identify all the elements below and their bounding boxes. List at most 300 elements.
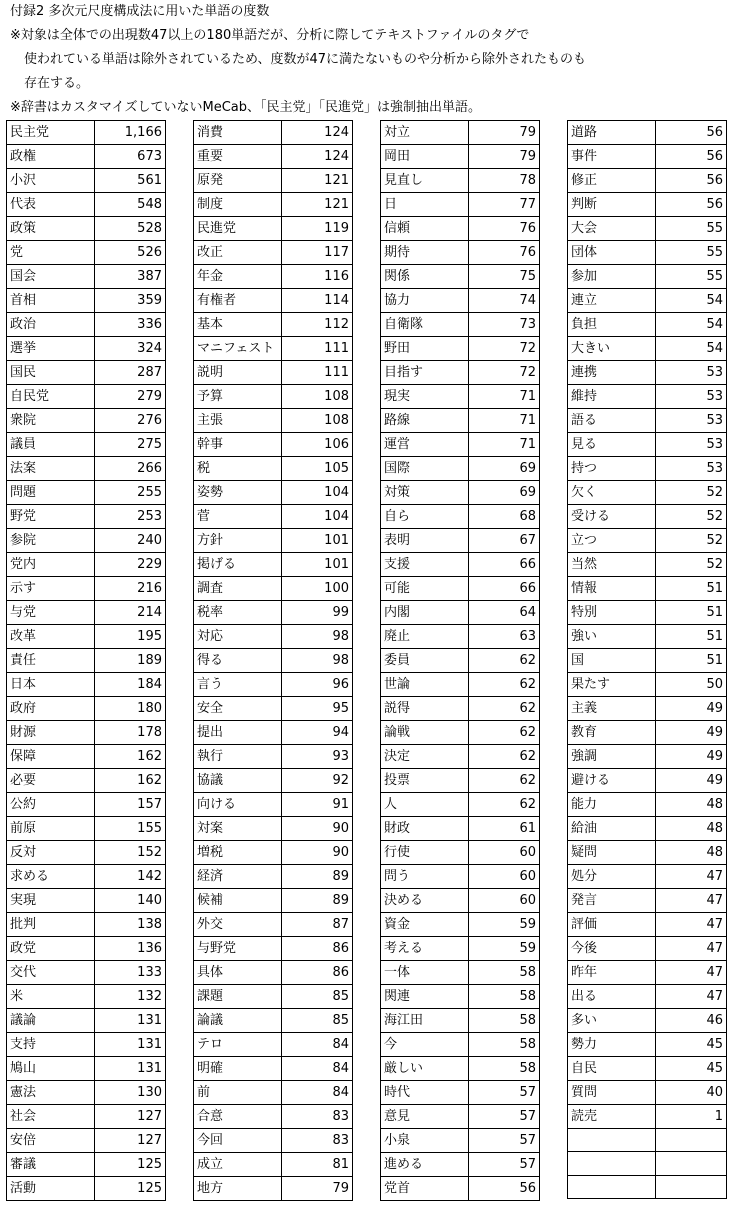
- word-cell: [568, 1175, 656, 1198]
- table-row: [381, 889, 540, 913]
- word-cell: 方針: [194, 529, 282, 553]
- table-row: [194, 217, 353, 241]
- table-row: [7, 649, 166, 673]
- count-cell: 45: [656, 1033, 727, 1057]
- count-cell: 90: [282, 817, 353, 841]
- word-cell: 必要: [7, 769, 95, 793]
- table-row: [194, 673, 353, 697]
- note-line: 使われている単語は除外されているため、度数が47に満たないものや分析から除外されたものも: [24, 52, 587, 67]
- word-cell: 給油: [568, 817, 656, 841]
- count-cell: 58: [469, 1009, 540, 1033]
- table-row: [7, 817, 166, 841]
- count-cell: 57: [469, 1105, 540, 1129]
- table-row: [568, 1081, 727, 1105]
- word-cell: [568, 1129, 656, 1152]
- word-cell: 対立: [381, 121, 469, 145]
- count-cell: 162: [95, 745, 166, 769]
- count-cell: 58: [469, 1033, 540, 1057]
- count-cell: 87: [282, 913, 353, 937]
- count-cell: 93: [282, 745, 353, 769]
- count-cell: 61: [469, 817, 540, 841]
- table-row: [194, 529, 353, 553]
- table-row: [7, 745, 166, 769]
- count-cell: 53: [656, 385, 727, 409]
- word-cell: 法案: [7, 457, 95, 481]
- table-row: [7, 145, 166, 169]
- table-row: [194, 1057, 353, 1081]
- count-cell: 71: [469, 433, 540, 457]
- table-row: [7, 529, 166, 553]
- word-cell: 支援: [381, 553, 469, 577]
- word-cell: 民進党: [194, 217, 282, 241]
- table-row: [568, 841, 727, 865]
- count-cell: 86: [282, 937, 353, 961]
- count-cell: 47: [656, 889, 727, 913]
- word-cell: 可能: [381, 577, 469, 601]
- count-cell: [656, 1152, 727, 1175]
- table-row: [7, 289, 166, 313]
- word-cell: 外交: [194, 913, 282, 937]
- word-cell: 国会: [7, 265, 95, 289]
- word-cell: 安全: [194, 697, 282, 721]
- word-cell: 掲げる: [194, 553, 282, 577]
- count-cell: 112: [282, 313, 353, 337]
- table-row: [381, 121, 540, 145]
- word-cell: 委員: [381, 649, 469, 673]
- table-row: [381, 625, 540, 649]
- table-row: [7, 865, 166, 889]
- count-cell: 62: [469, 673, 540, 697]
- table-row: [381, 553, 540, 577]
- count-cell: 79: [282, 1177, 353, 1201]
- count-cell: 69: [469, 481, 540, 505]
- table-row: [194, 985, 353, 1009]
- count-cell: 216: [95, 577, 166, 601]
- table-row: [381, 841, 540, 865]
- word-cell: 党内: [7, 553, 95, 577]
- table-row: [381, 769, 540, 793]
- word-cell: 岡田: [381, 145, 469, 169]
- word-cell: 立つ: [568, 529, 656, 553]
- word-cell: 日本: [7, 673, 95, 697]
- count-cell: 56: [656, 145, 727, 169]
- table-body: [194, 121, 353, 1201]
- word-cell: 昨年: [568, 961, 656, 985]
- table-row: [194, 457, 353, 481]
- table-row: [7, 193, 166, 217]
- word-cell: 実現: [7, 889, 95, 913]
- count-cell: 116: [282, 265, 353, 289]
- count-cell: 84: [282, 1057, 353, 1081]
- table-row: [7, 505, 166, 529]
- word-cell: 提出: [194, 721, 282, 745]
- count-cell: 62: [469, 745, 540, 769]
- table-row: [194, 409, 353, 433]
- word-cell: 厳しい: [381, 1057, 469, 1081]
- table-body: [381, 121, 540, 1201]
- word-cell: 税: [194, 457, 282, 481]
- table-row: [568, 433, 727, 457]
- word-cell: 投票: [381, 769, 469, 793]
- word-cell: 財源: [7, 721, 95, 745]
- table-row: [7, 337, 166, 361]
- table-row: [568, 889, 727, 913]
- count-cell: 51: [656, 625, 727, 649]
- table-row: [7, 1105, 166, 1129]
- word-cell: 首相: [7, 289, 95, 313]
- count-cell: 279: [95, 385, 166, 409]
- word-cell: 論戦: [381, 721, 469, 745]
- table-row: [568, 625, 727, 649]
- word-cell: 発言: [568, 889, 656, 913]
- word-cell: 現実: [381, 385, 469, 409]
- table-row: [194, 889, 353, 913]
- table-row: [568, 289, 727, 313]
- word-cell: 社会: [7, 1105, 95, 1129]
- word-cell: 読売: [568, 1105, 656, 1129]
- word-cell: 菅: [194, 505, 282, 529]
- word-table-3: [380, 120, 540, 1201]
- page-title: 付録2 多次元尺度構成法に用いた単語の度数: [10, 4, 270, 19]
- word-cell: 重要: [194, 145, 282, 169]
- word-cell: 民主党: [7, 121, 95, 145]
- word-cell: 求める: [7, 865, 95, 889]
- word-cell: 論議: [194, 1009, 282, 1033]
- word-cell: 参院: [7, 529, 95, 553]
- table-row: [568, 169, 727, 193]
- table-row: [7, 481, 166, 505]
- count-cell: 72: [469, 337, 540, 361]
- count-cell: 76: [469, 217, 540, 241]
- table-row: [568, 265, 727, 289]
- word-cell: 鳩山: [7, 1057, 95, 1081]
- table-row: [381, 409, 540, 433]
- word-cell: 考える: [381, 937, 469, 961]
- count-cell: 673: [95, 145, 166, 169]
- word-cell: 小泉: [381, 1129, 469, 1153]
- table-row: [7, 1009, 166, 1033]
- table-row: [381, 865, 540, 889]
- count-cell: 86: [282, 961, 353, 985]
- word-cell: 代表: [7, 193, 95, 217]
- count-cell: 85: [282, 985, 353, 1009]
- count-cell: 56: [656, 169, 727, 193]
- word-cell: 海江田: [381, 1009, 469, 1033]
- count-cell: 131: [95, 1009, 166, 1033]
- count-cell: 62: [469, 769, 540, 793]
- count-cell: 47: [656, 985, 727, 1009]
- count-cell: 255: [95, 481, 166, 505]
- count-cell: 52: [656, 505, 727, 529]
- word-cell: 勢力: [568, 1033, 656, 1057]
- word-cell: 維持: [568, 385, 656, 409]
- word-cell: 問題: [7, 481, 95, 505]
- count-cell: 253: [95, 505, 166, 529]
- table-row: [7, 721, 166, 745]
- table-row: [381, 817, 540, 841]
- count-cell: 101: [282, 553, 353, 577]
- count-cell: 50: [656, 673, 727, 697]
- table-row: [568, 769, 727, 793]
- word-cell: 成立: [194, 1153, 282, 1177]
- word-cell: 課題: [194, 985, 282, 1009]
- word-cell: 自民党: [7, 385, 95, 409]
- count-cell: 59: [469, 937, 540, 961]
- count-cell: 60: [469, 865, 540, 889]
- word-table-1: [6, 120, 166, 1201]
- word-cell: 候補: [194, 889, 282, 913]
- count-cell: 1: [656, 1105, 727, 1129]
- word-cell: 表明: [381, 529, 469, 553]
- table-row: [568, 457, 727, 481]
- count-cell: 561: [95, 169, 166, 193]
- word-cell: 関係: [381, 265, 469, 289]
- word-cell: 米: [7, 985, 95, 1009]
- table-row: [194, 337, 353, 361]
- word-cell: 憲法: [7, 1081, 95, 1105]
- table-row: [194, 1105, 353, 1129]
- table-row: [194, 1009, 353, 1033]
- word-cell: 選挙: [7, 337, 95, 361]
- note-line: 存在する。: [24, 76, 90, 91]
- table-row: [7, 1177, 166, 1201]
- table-row: [381, 793, 540, 817]
- word-cell: 基本: [194, 313, 282, 337]
- word-cell: 調査: [194, 577, 282, 601]
- word-cell: 負担: [568, 313, 656, 337]
- word-cell: 協力: [381, 289, 469, 313]
- word-cell: 対策: [381, 481, 469, 505]
- count-cell: 548: [95, 193, 166, 217]
- count-cell: 336: [95, 313, 166, 337]
- count-cell: 47: [656, 937, 727, 961]
- count-cell: 95: [282, 697, 353, 721]
- count-cell: 387: [95, 265, 166, 289]
- word-cell: 原発: [194, 169, 282, 193]
- count-cell: 53: [656, 409, 727, 433]
- count-cell: 77: [469, 193, 540, 217]
- table-row: [7, 409, 166, 433]
- table-row: [381, 1009, 540, 1033]
- word-cell: 欠く: [568, 481, 656, 505]
- table-row: [568, 649, 727, 673]
- word-cell: 審議: [7, 1153, 95, 1177]
- table-row: [7, 697, 166, 721]
- count-cell: 125: [95, 1177, 166, 1201]
- word-cell: 問う: [381, 865, 469, 889]
- count-cell: 195: [95, 625, 166, 649]
- table-row: [7, 937, 166, 961]
- table-row: [381, 1177, 540, 1201]
- table-row: [381, 601, 540, 625]
- table-row: [194, 1177, 353, 1201]
- word-cell: 修正: [568, 169, 656, 193]
- table-row: [194, 1129, 353, 1153]
- table-row: [568, 145, 727, 169]
- word-cell: 対案: [194, 817, 282, 841]
- table-row: [7, 361, 166, 385]
- count-cell: 142: [95, 865, 166, 889]
- count-cell: 89: [282, 889, 353, 913]
- word-cell: 政権: [7, 145, 95, 169]
- table-row: [194, 313, 353, 337]
- count-cell: 75: [469, 265, 540, 289]
- table-row: [381, 649, 540, 673]
- word-cell: 進める: [381, 1153, 469, 1177]
- word-cell: 明確: [194, 1057, 282, 1081]
- table-row: [7, 913, 166, 937]
- count-cell: 84: [282, 1033, 353, 1057]
- table-row: [568, 1152, 727, 1175]
- count-cell: 152: [95, 841, 166, 865]
- count-cell: 57: [469, 1081, 540, 1105]
- word-cell: 年金: [194, 265, 282, 289]
- word-cell: 協議: [194, 769, 282, 793]
- table-row: [7, 169, 166, 193]
- word-cell: 時代: [381, 1081, 469, 1105]
- table-row: [7, 577, 166, 601]
- table-row: [7, 1153, 166, 1177]
- count-cell: 526: [95, 241, 166, 265]
- count-cell: 105: [282, 457, 353, 481]
- count-cell: 76: [469, 241, 540, 265]
- count-cell: 140: [95, 889, 166, 913]
- count-cell: 275: [95, 433, 166, 457]
- table-row: [568, 601, 727, 625]
- word-cell: 有権者: [194, 289, 282, 313]
- count-cell: 138: [95, 913, 166, 937]
- table-row: [568, 745, 727, 769]
- word-cell: 制度: [194, 193, 282, 217]
- count-cell: 72: [469, 361, 540, 385]
- count-cell: 287: [95, 361, 166, 385]
- table-row: [194, 697, 353, 721]
- word-cell: 説明: [194, 361, 282, 385]
- word-cell: 自ら: [381, 505, 469, 529]
- word-cell: 責任: [7, 649, 95, 673]
- word-cell: 得る: [194, 649, 282, 673]
- table-row: [194, 913, 353, 937]
- word-cell: 連立: [568, 289, 656, 313]
- table-row: [381, 913, 540, 937]
- table-row: [194, 505, 353, 529]
- word-cell: 与野党: [194, 937, 282, 961]
- table-row: [7, 217, 166, 241]
- word-cell: 連携: [568, 361, 656, 385]
- word-cell: 内閣: [381, 601, 469, 625]
- count-cell: 47: [656, 913, 727, 937]
- count-cell: 47: [656, 865, 727, 889]
- table-row: [381, 457, 540, 481]
- word-cell: 避ける: [568, 769, 656, 793]
- word-cell: 強い: [568, 625, 656, 649]
- word-cell: 大会: [568, 217, 656, 241]
- table-row: [194, 841, 353, 865]
- table-row: [194, 289, 353, 313]
- table-row: [7, 553, 166, 577]
- table-row: [194, 601, 353, 625]
- table-row: [194, 553, 353, 577]
- count-cell: 121: [282, 169, 353, 193]
- word-cell: 今回: [194, 1129, 282, 1153]
- count-cell: 51: [656, 649, 727, 673]
- count-cell: 58: [469, 961, 540, 985]
- count-cell: 68: [469, 505, 540, 529]
- count-cell: 48: [656, 841, 727, 865]
- word-cell: 路線: [381, 409, 469, 433]
- table-row: [7, 1057, 166, 1081]
- word-cell: マニフェスト: [194, 337, 282, 361]
- header: [10, 0, 730, 120]
- word-cell: 道路: [568, 121, 656, 145]
- table-row: [194, 361, 353, 385]
- count-cell: 79: [469, 121, 540, 145]
- table-row: [568, 697, 727, 721]
- count-cell: 56: [469, 1177, 540, 1201]
- count-cell: 55: [656, 241, 727, 265]
- count-cell: 528: [95, 217, 166, 241]
- table-body: [568, 121, 727, 1199]
- word-cell: 政党: [7, 937, 95, 961]
- table-row: [381, 385, 540, 409]
- table-row: [568, 217, 727, 241]
- word-cell: 政策: [7, 217, 95, 241]
- count-cell: 106: [282, 433, 353, 457]
- word-cell: 果たす: [568, 673, 656, 697]
- word-cell: 日: [381, 193, 469, 217]
- table-row: [568, 577, 727, 601]
- word-cell: 情報: [568, 577, 656, 601]
- table-row: [381, 241, 540, 265]
- word-cell: 参加: [568, 265, 656, 289]
- word-cell: 財政: [381, 817, 469, 841]
- count-cell: 96: [282, 673, 353, 697]
- table-row: [194, 385, 353, 409]
- count-cell: 359: [95, 289, 166, 313]
- word-cell: 支持: [7, 1033, 95, 1057]
- count-cell: 276: [95, 409, 166, 433]
- count-cell: 53: [656, 361, 727, 385]
- table-row: [381, 313, 540, 337]
- count-cell: 62: [469, 697, 540, 721]
- table-row: [381, 1153, 540, 1177]
- count-cell: 121: [282, 193, 353, 217]
- word-cell: 期待: [381, 241, 469, 265]
- table-row: [7, 1033, 166, 1057]
- count-cell: 66: [469, 553, 540, 577]
- word-cell: 疑問: [568, 841, 656, 865]
- word-cell: 主義: [568, 697, 656, 721]
- word-cell: 予算: [194, 385, 282, 409]
- count-cell: 56: [656, 193, 727, 217]
- count-cell: 55: [656, 265, 727, 289]
- word-cell: 質問: [568, 1081, 656, 1105]
- table-row: [568, 937, 727, 961]
- word-cell: 評価: [568, 913, 656, 937]
- table-row: [568, 481, 727, 505]
- count-cell: 108: [282, 409, 353, 433]
- count-cell: 98: [282, 625, 353, 649]
- count-cell: 53: [656, 457, 727, 481]
- count-cell: 73: [469, 313, 540, 337]
- table-row: [7, 961, 166, 985]
- count-cell: 229: [95, 553, 166, 577]
- count-cell: 48: [656, 793, 727, 817]
- table-row: [7, 985, 166, 1009]
- count-cell: 63: [469, 625, 540, 649]
- word-cell: 合意: [194, 1105, 282, 1129]
- count-cell: 71: [469, 409, 540, 433]
